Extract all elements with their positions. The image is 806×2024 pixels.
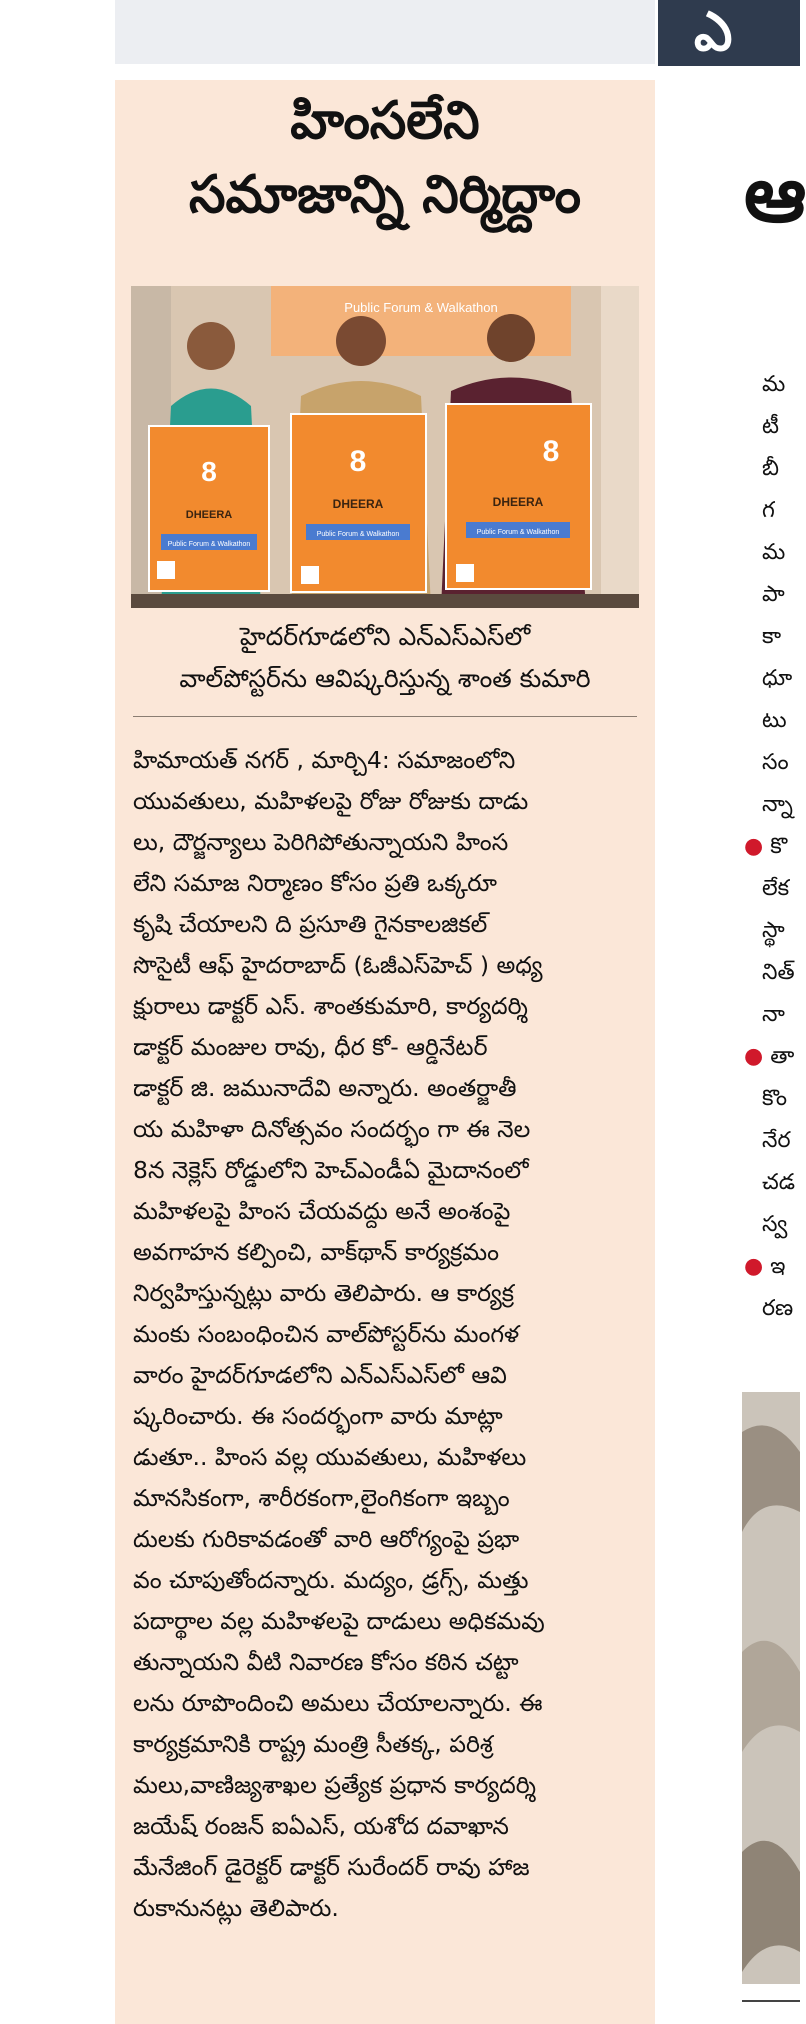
neighbor-line-fragment: నేర [762,1128,791,1153]
body-line: మలు,వాణిజ్యశాఖల ప్రత్యేక ప్రధాన కార్యదర్శి [133,1771,536,1799]
neighbor-line-fragment: ● ఇ [744,1254,786,1279]
bullet-dot-icon: ● [744,834,771,859]
neighbor-line-fragment: ● తా [744,1044,795,1069]
neighbor-photo-graphic [742,1392,800,1984]
body-line: లేని సమాజ నిర్మాణం కోసం ప్రతి ఒక్కరూ [133,869,497,897]
neighbor-line-fragment: లేక [762,876,790,901]
poster-2-date: 8 [349,445,367,478]
neighbor-line-fragment: పా [762,582,785,607]
body-line: య మహిళా దినోత్సవం సందర్భం గా ఈ నెల [133,1115,531,1143]
neighbor-headline-tab [658,0,800,66]
neighbor-line-fragment: చడ [762,1170,796,1195]
body-line: రుకానునట్లు తెలిపారు. [133,1894,339,1922]
body-line: ష్కరించారు. ఈ సందర్భంగా వారు మాట్లా [133,1402,503,1430]
caption-line-2: వాల్‌పోస్టర్‌ను ఆవిష్కరిస్తున్న శాంత కుమారి [179,664,591,693]
article-photo [131,286,639,608]
neighbor-line-fragment: కా [762,624,782,649]
poster-1-date: 8 [201,456,217,487]
poster-2-title: DHEERA [332,497,384,511]
neighbor-line-fragment: ● కొ [744,834,788,859]
neighbor-headline-glyph: ఆ [744,150,806,240]
neighbor-line-fragment: సం [762,750,789,775]
neighbor-line-fragment: న్నా [762,792,793,817]
body-line: కార్యక్రమానికి రాష్ట్ర మంత్రి సీతక్క, పరిశ్ర [133,1730,493,1758]
top-strip [115,0,655,64]
poster-3-title: DHEERA [492,495,544,509]
body-line: క్షురాలు డాక్టర్ ఎస్. శాంతకుమారి, కార్యదర్శి [133,992,528,1020]
neighbor-line-fragment: కొం [762,1086,788,1111]
poster-1-title: DHEERA [185,509,233,521]
banner-text: Public Forum & Walkathon [344,300,498,315]
body-line: నిర్వహిస్తున్నట్లు వారు తెలిపారు. ఆ కార్యక్ర [133,1279,515,1307]
body-line: హిమాయత్ నగర్ , మార్చి4: సమాజంలోని [133,746,516,774]
person-2-head [336,316,386,366]
photo-illustration [131,286,639,608]
headline-line-1: హింసలేని [290,91,480,151]
photo-caption [115,616,655,700]
neighbor-line-fragment: స్థా [762,918,785,943]
poster-1-line: Public Forum & Walkathon [167,541,251,548]
neighbor-photo [742,1392,800,1984]
bullet-dot-icon: ● [744,1254,771,1279]
poster-3-date: 8 [542,435,560,468]
neighbor-line-fragment: రణ [762,1296,794,1321]
body-line: వం చూపుతోందన్నారు. మద్యం, డ్రగ్స్, మత్తు [133,1566,529,1594]
neighbor-line-fragment: స్వ [762,1212,788,1237]
headline [115,80,655,232]
body-line: లు, దౌర్జన్యాలు పెరిగిపోతున్నాయని హింస [133,828,509,856]
neighbor-line-fragment: మ [762,372,786,397]
neighbor-line-fragment: నిత్ [762,960,795,985]
person-1-head [187,322,235,370]
caption-divider [133,716,637,717]
body-line: డుతూ.. హింస వల్ల యువతులు, మహిళలు [133,1443,527,1471]
body-line: సొసైటీ ఆఫ్ హైదరాబాద్ (ఓజీఎస్‌హెచ్ ) అధ్య [133,951,543,979]
body-line: డాక్టర్ మంజుల రావు, ధీర కో- ఆర్డినేటర్ [133,1033,488,1061]
caption-line-1: హైదర్‌గూడలోని ఎన్ఎస్ఎస్‌లో [239,622,531,651]
body-line: వారం హైదర్‌గూడలోని ఎన్ఎస్ఎస్‌లో ఆవి [133,1361,507,1389]
body-line: మంకు సంబంధించిన వాల్‌పోస్టర్‌ను మంగళ [133,1320,520,1348]
body-line: డాక్టర్ జి. జమునాదేవి అన్నారు. అంతర్జాతీ [133,1074,517,1102]
body-line: లను రూపొందించి అమలు చేయాలన్నారు. ఈ [133,1689,543,1717]
body-line: కృషి చేయాలని ది ప్రసూతి గైనకాలజికల్ [133,910,488,938]
neighbor-headline-fragment: ఎ [694,0,733,63]
body-line: మానసికంగా, శారీరకంగా,లైంగికంగా ఇబ్బం [133,1484,510,1512]
bullet-dot-icon: ● [744,1044,771,1069]
neighbor-line-fragment: బీ [762,456,779,481]
poster-3-line: Public Forum & Walkathon [476,529,560,536]
neighbor-line-fragment: మ [762,540,786,565]
person-3-head [487,314,535,362]
body-line: జయేష్ రంజన్ ఐఏఎస్, యశోద దవాఖాన [133,1812,509,1840]
poster-2-line: Public Forum & Walkathon [316,531,400,538]
neighbor-line-fragment: ధూ [762,666,793,691]
body-line: మహిళలపై హింస చేయవద్దు అనే అంశంపై [133,1197,511,1225]
body-line: పదార్థాల వల్ల మహిళలపై దాడులు అధికమవు [133,1607,545,1635]
body-line: యువతులు, మహిళలపై రోజు రోజుకు దాడు [133,787,529,815]
neighbor-bottom-rule [742,2000,800,2002]
neighbor-line-fragment: గ [762,498,775,523]
article-box [115,80,655,2024]
body-line: తున్నాయని వీటి నివారణ కోసం కఠిన చట్టా [133,1648,519,1676]
article-body [133,740,643,1929]
neighbor-line-fragment: టీ [762,414,779,439]
body-line: మేనేజింగ్ డైరెక్టర్ డాక్టర్ సురేందర్ రావు హాజ [133,1853,530,1881]
neighbor-line-fragment: నా [762,1002,785,1027]
neighbor-line-fragment: టు [762,708,787,733]
body-line: 8న నెక్లెస్ రోడ్డులోని హెచ్ఎండీఏ మైదానంలో [133,1156,529,1184]
body-line: దులకు గురికావడంతో వారి ఆరోగ్యంపై ప్రభా [133,1525,520,1553]
body-line: అవగాహన కల్పించి, వాక్‌థాన్ కార్యక్రమం [133,1238,499,1266]
headline-line-2: సమాజాన్ని నిర్మిద్దాం [188,165,582,225]
